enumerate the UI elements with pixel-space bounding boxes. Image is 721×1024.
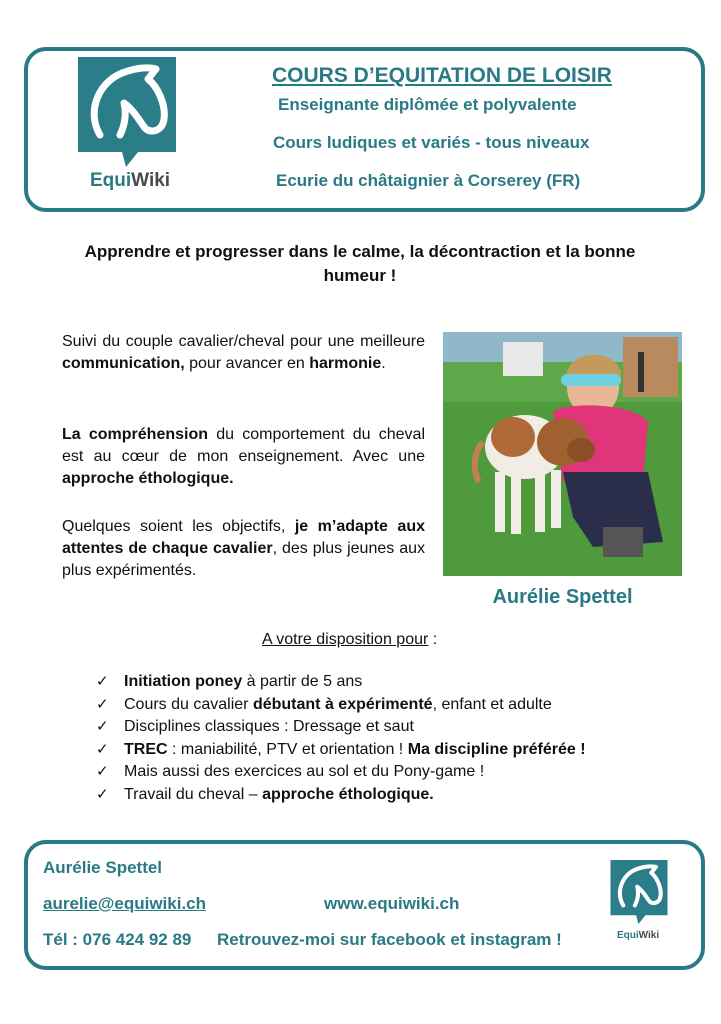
list-item: ✓ TREC : maniabilité, PTV et orientation ! Ma discipline préférée !: [96, 739, 586, 762]
check-icon: ✓: [96, 763, 109, 780]
availability-heading: A votre disposition pour :: [262, 631, 438, 648]
list-item: ✓ Travail du cheval – approche éthologique.: [96, 784, 586, 807]
footer-name: Aurélie Spettel: [43, 858, 163, 877]
footer-logo-wordmark: EquiWiki: [617, 930, 660, 941]
paragraph-objectives: Quelques soient les objectifs, je m’adapte aux attentes de chaque cavalier, des plus jeunes aux plus expérimentés.: [62, 518, 426, 579]
logo-wordmark: EquiWiki: [90, 170, 171, 191]
header-subtitle-3: Ecurie du châtaignier à Corserey (FR): [276, 171, 581, 190]
list-item: ✓ Disciplines classiques : Dressage et saut: [96, 716, 586, 739]
header-subtitle-1: Enseignante diplômée et polyvalente: [278, 95, 577, 114]
intro-text: Apprendre et progresser dans le calme, la décontraction et la bonne humeur !: [84, 242, 636, 285]
list-item: ✓ Initiation poney à partir de 5 ans: [96, 671, 586, 694]
services-list: [96, 671, 586, 806]
list-item: ✓ Mais aussi des exercices au sol et du Pony-game !: [96, 761, 586, 784]
check-icon: ✓: [96, 740, 109, 758]
header-subtitle-2: Cours ludiques et variés - tous niveaux: [273, 133, 590, 152]
paragraph-comprehension: La compréhension du comportement du cheval est au cœur de mon enseignement. Avec une approche éthologique.: [62, 426, 426, 487]
list-item: ✓ Cours du cavalier débutant à expérimenté, enfant et adulte: [96, 694, 586, 717]
website-link[interactable]: www.equiwiki.ch: [324, 894, 460, 913]
check-icon: ✓: [96, 785, 109, 803]
horse-head-logo-icon: [610, 860, 668, 924]
footer-phone: Tél : 076 424 92 89: [43, 930, 192, 949]
check-icon: ✓: [96, 673, 109, 690]
check-icon: ✓: [96, 718, 109, 735]
paragraph-communication: Suivi du couple cavalier/cheval pour une meilleure communication, pour avancer en harmonie.: [62, 333, 425, 372]
footer-social: Retrouvez-moi sur facebook et instagram !: [217, 930, 562, 949]
email-link[interactable]: aurelie@equiwiki.ch: [43, 894, 207, 913]
check-icon: ✓: [96, 695, 109, 713]
page-title: COURS D’EQUITATION DE LOISIR: [272, 64, 612, 87]
horse-head-logo-icon: [78, 57, 176, 167]
photo-caption: Aurélie Spettel: [492, 586, 633, 608]
instructor-photo: [443, 332, 682, 576]
